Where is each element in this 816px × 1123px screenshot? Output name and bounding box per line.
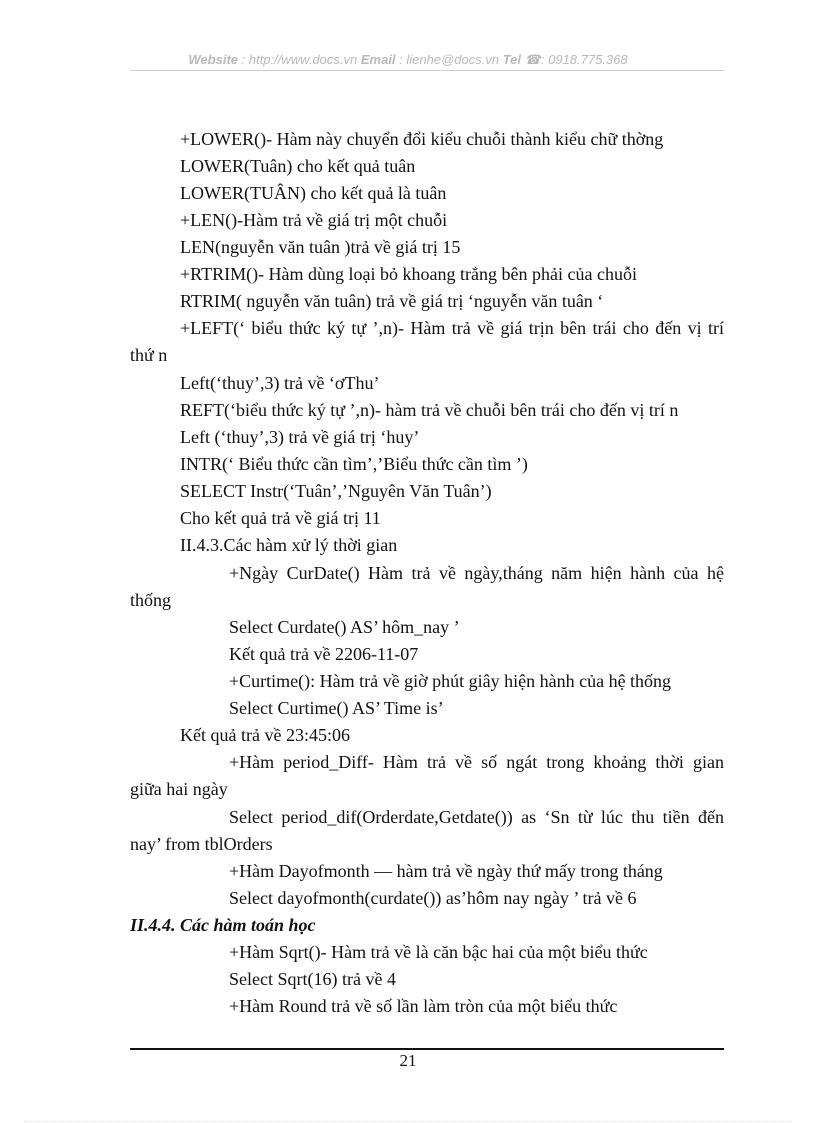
body-line: +RTRIM()- Hàm dùng loại bỏ khoang trắng bên phải của chuỗi	[180, 264, 637, 284]
body-line: +Curtime(): Hàm trả về giờ phút giây hiện hành của hệ thống	[229, 671, 672, 691]
body-line: nay’ from tblOrders	[130, 834, 273, 854]
body-line: +LEN()-Hàm trả về giá trị một chuỗi	[180, 210, 448, 230]
email-address: : lienhe@docs.vn	[399, 52, 500, 67]
body-line: Select Curdate() AS’ hôm_nay ’	[229, 617, 460, 637]
body-line: +LEFT(‘ biểu thức ký tự ’,n)- Hàm trả về giá trịn bên trái cho đến vị trí	[180, 318, 724, 338]
section-heading: II.4.4. Các hàm toán học	[130, 915, 316, 935]
body-line: RTRIM( nguyễn văn tuân) trả về giá trị ‘nguyễn văn tuân ‘	[180, 291, 604, 311]
body-line: LEN(nguyễn văn tuân )trả về giá trị 15	[180, 237, 461, 257]
body-line: Select Sqrt(16) trả về 4	[229, 969, 396, 989]
tel-number: : 0918.775.368	[540, 52, 628, 67]
body-line: +LOWER()- Hàm này chuyển đổi kiểu chuỗi thành kiểu chữ thờng	[180, 129, 664, 149]
page-number: 21	[399, 1051, 417, 1070]
body-line: thứ n	[130, 345, 168, 365]
body-line: +Hàm Round trả về số lần làm tròn của một biểu thức	[229, 996, 618, 1016]
header-divider	[130, 70, 724, 71]
body-line: LOWER(TUÂN) cho kết quả là tuân	[180, 183, 447, 203]
body-line: Kết quả trả về 23:45:06	[180, 725, 350, 745]
page-header	[0, 52, 816, 68]
body-line: SELECT Instr(‘Tuân’,’Nguyên Văn Tuân’)	[180, 481, 492, 501]
footer-divider	[130, 1048, 724, 1050]
body-line: LOWER(Tuân) cho kết quả tuân	[180, 156, 416, 176]
body-line: Left(‘thuy’,3) trả về ‘ơThu’	[180, 373, 380, 393]
body-line: thống	[130, 590, 172, 610]
body-line: Cho kết quả trả về giá trị 11	[180, 508, 381, 528]
body-line: +Ngày CurDate() Hàm trả về ngày,tháng năm hiện hành của hệ	[229, 563, 724, 583]
section-heading: II.4.3.Các hàm xử lý thời gian	[180, 535, 398, 555]
body-line: +Hàm period_Diff- Hàm trả về số ngát trong khoảng thời gian	[229, 752, 724, 772]
email-label: Email	[360, 52, 396, 67]
website-label: Website	[188, 52, 238, 67]
phone-icon: ☎	[524, 52, 541, 67]
body-line: Select Curtime() AS’ Time is’	[229, 698, 444, 718]
body-line: Select dayofmonth(curdate()) as’hôm nay ngày ’ trả về 6	[229, 888, 637, 908]
body-line: INTR(‘ Biểu thức cần tìm’,’Biểu thức cần tìm ’)	[180, 454, 528, 474]
body-line: Left (‘thuy’,3) trả về giá trị ‘huy’	[180, 427, 420, 447]
body-line: REFT(‘biểu thức ký tự ’,n)- hàm trả về chuỗi bên trái cho đến vị trí n	[180, 400, 679, 420]
tel-label: Tel	[502, 52, 522, 67]
body-line: +Hàm Sqrt()- Hàm trả về là căn bậc hai của một biểu thức	[229, 942, 648, 962]
body-line: Select period_dif(Orderdate,Getdate()) as ‘Sn từ lúc thu tiền đến	[229, 807, 724, 827]
body-line: giữa hai ngày	[130, 779, 228, 799]
website-url: : http://www.docs.vn	[241, 52, 358, 67]
body-line: +Hàm Dayofmonth — hàm trả về ngày thứ mấy trong tháng	[229, 861, 663, 881]
body-line: Kết quả trả về 2206-11-07	[229, 644, 419, 664]
page-edge	[24, 1121, 792, 1122]
